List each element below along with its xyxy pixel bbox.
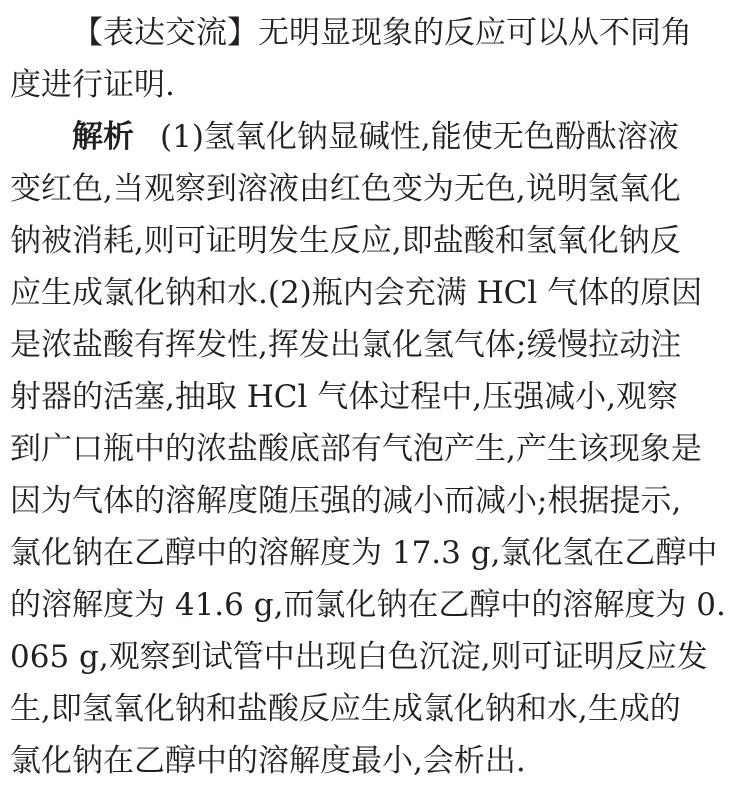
text-line bbox=[10, 111, 735, 163]
text-line bbox=[10, 631, 735, 683]
text-line bbox=[10, 59, 735, 111]
line-text: 度进行证明. bbox=[10, 67, 175, 103]
text-line bbox=[10, 475, 735, 527]
line-text: 应生成氯化钠和水.(2)瓶内会充满 HCl 气体的原因 bbox=[10, 275, 703, 311]
line-text: 氯化钠在乙醇中的溶解度最小,会析出. bbox=[10, 743, 526, 779]
line-text: 因为气体的溶解度随压强的减小而减小;根据提示, bbox=[10, 483, 682, 519]
text-line bbox=[10, 319, 735, 371]
line-text: 【表达交流】无明显现象的反应可以从不同角 bbox=[72, 15, 692, 51]
text-line bbox=[10, 683, 735, 735]
text-line bbox=[10, 735, 735, 787]
text-line bbox=[10, 7, 735, 59]
text-line bbox=[10, 163, 735, 215]
line-text: 钠被消耗,则可证明发生反应,即盐酸和氢氧化钠反 bbox=[10, 223, 681, 259]
text-line bbox=[10, 371, 735, 423]
text-line bbox=[10, 215, 735, 267]
line-text: 生,即氢氧化钠和盐酸反应生成氯化钠和水,生成的 bbox=[10, 691, 681, 727]
analysis-label: 解析 bbox=[72, 119, 134, 155]
line-text: 065 g,观察到试管中出现白色沉淀,则可证明反应发 bbox=[10, 639, 708, 675]
text-line bbox=[10, 527, 735, 579]
line-text: 是浓盐酸有挥发性,挥发出氯化氢气体;缓慢拉动注 bbox=[10, 327, 682, 363]
text-line bbox=[10, 423, 735, 475]
line-text: 到广口瓶中的浓盐酸底部有气泡产生,产生该现象是 bbox=[10, 431, 702, 467]
text-line bbox=[10, 579, 735, 631]
line-text: 变红色,当观察到溶液由红色变为无色,说明氢氧化 bbox=[10, 171, 681, 207]
line-text: 射器的活塞,抽取 HCl 气体过程中,压强减小,观察 bbox=[10, 379, 678, 415]
text-line bbox=[10, 267, 735, 319]
line-text: 的溶解度为 41.6 g,而氯化钠在乙醇中的溶解度为 0. bbox=[10, 587, 726, 623]
line-text: (1)氢氧化钠显碱性,能使无色酚酞溶液 bbox=[160, 119, 679, 155]
line-text: 氯化钠在乙醇中的溶解度为 17.3 g,氯化氢在乙醇中 bbox=[10, 535, 718, 571]
